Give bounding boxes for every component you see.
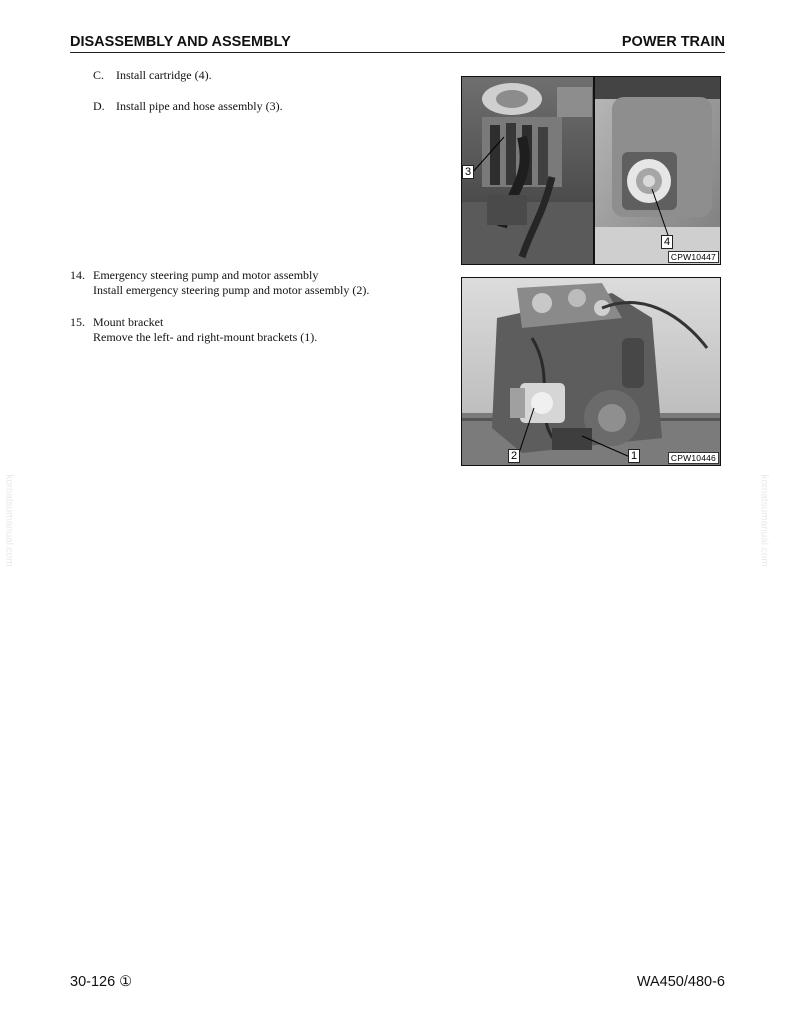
- photo-transmission-pump: [462, 278, 720, 465]
- page-header: [70, 34, 725, 53]
- watermark-left: komatsumanual.com: [3, 474, 15, 567]
- callout-2: 2: [508, 449, 520, 463]
- step-d: [93, 99, 433, 115]
- figure-steering-pump: [461, 277, 721, 466]
- step-14: [70, 268, 450, 300]
- step-text: Install emergency steering pump and motor assembly (2).: [93, 283, 370, 297]
- figure-code: CPW10447: [668, 251, 719, 263]
- callout-4: 4: [661, 235, 673, 249]
- callout-3: 3: [462, 165, 474, 179]
- step-number: D.: [93, 99, 105, 113]
- page-number: 30-126 ①: [70, 974, 133, 990]
- callout-1: 1: [628, 449, 640, 463]
- figure-code: CPW10446: [668, 452, 719, 464]
- photo-engine-cartridge: [462, 77, 720, 264]
- step-number: 15.: [70, 315, 85, 329]
- figure-pipe-cartridge: [461, 76, 721, 265]
- chapter-title: POWER TRAIN: [621, 34, 725, 50]
- step-number: C.: [93, 68, 105, 82]
- step-15: [70, 315, 450, 347]
- watermark-right: komatsumanual.com: [758, 474, 770, 567]
- step-number: 14.: [70, 268, 85, 282]
- step-text: Install pipe and hose assembly (3).: [116, 99, 283, 113]
- step-title: Mount bracket: [93, 315, 164, 329]
- step-text: Install cartridge (4).: [116, 68, 212, 82]
- step-text: Remove the left- and right-mount brackets (1).: [93, 330, 318, 344]
- section-title: DISASSEMBLY AND ASSEMBLY: [70, 34, 291, 50]
- model-number: WA450/480-6: [636, 974, 725, 990]
- step-c: [93, 68, 433, 84]
- step-title: Emergency steering pump and motor assembly: [93, 268, 319, 282]
